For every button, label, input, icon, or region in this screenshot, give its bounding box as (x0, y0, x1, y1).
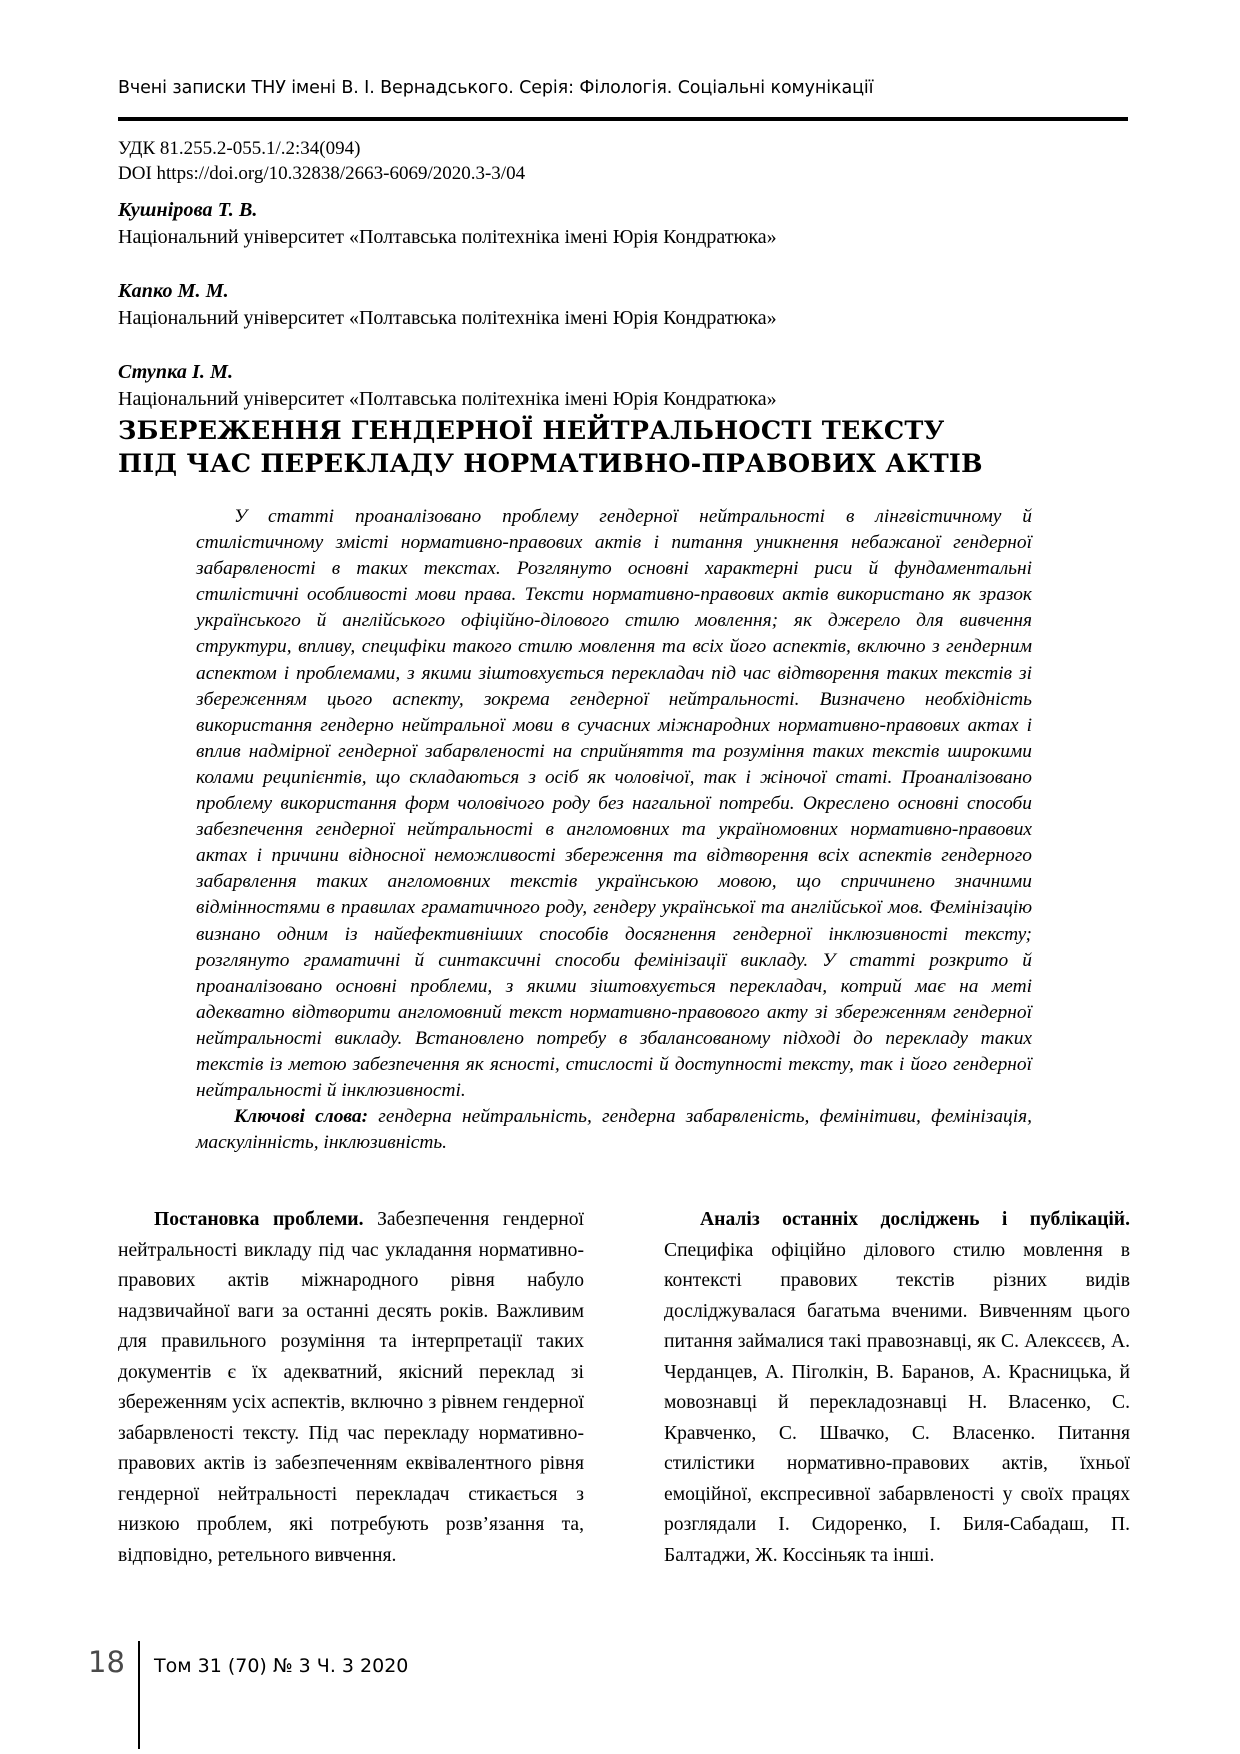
article-title-line-2: ПІД ЧАС ПЕРЕКЛАДУ НОРМАТИВНО-ПРАВОВИХ АКТІВ (118, 449, 983, 479)
author-name: Капко М. М. (118, 280, 229, 302)
article-title-line-1: ЗБЕРЕЖЕННЯ ГЕНДЕРНОЇ НЕЙТРАЛЬНОСТІ ТЕКСТУ (118, 416, 945, 446)
abstract-section (196, 504, 1032, 1156)
body-columns (118, 1205, 1130, 1635)
article-identifiers (118, 136, 818, 186)
doi-link: DOI https://doi.org/10.32838/2663-6069/2020.3-3/04 (118, 163, 526, 184)
keywords-paragraph (196, 1104, 1032, 1156)
page-footer (88, 1645, 1088, 1705)
volume-info: Том 31 (70) № 3 Ч. 3 2020 (154, 1655, 409, 1677)
article-title (118, 415, 1128, 481)
udk-code: УДК 81.255.2-055.1/.2:34(094) (118, 138, 361, 159)
author-entry (118, 278, 1128, 332)
author-name: Кушнірова Т. В. (118, 199, 258, 221)
author-list (118, 197, 1128, 440)
author-affiliation: Національний університет «Полтавська політехніка імені Юрія Кондратюка» (118, 388, 777, 410)
section-problem-statement (118, 1205, 584, 1571)
body-column-right (664, 1205, 1130, 1571)
author-affiliation: Національний університет «Полтавська політехніка імені Юрія Кондратюка» (118, 226, 777, 248)
running-head: Вчені записки ТНУ імені В. І. Вернадського. Серія: Філологія. Соціальні комунікації (118, 78, 874, 98)
section-heading-literature-review: Аналіз останніх досліджень і публікацій. (700, 1209, 1130, 1230)
author-name: Ступка І. М. (118, 361, 234, 383)
section-heading-problem-statement: Постановка проблеми. (154, 1209, 364, 1230)
section-body-problem-statement: Забезпечення гендерної нейтральності викладу під час укладання нормативно-правових актів міжнародного рівня набуло надзвичайної ваги за останні десять років. Важливим для правильного розуміння та інтерпретації таких документів є їх адекватний, якісний переклад зі збереженням усіх аспектів, включно з рівнем гендерної забарвленості тексту. Під час перекладу нормативно-правових актів із забезпеченням еквівалентного рівня гендерної нейтральності перекладач стикається з низкою проблем, які потребують розв’язання та, відповідно, ретельного вивчення. (118, 1209, 585, 1566)
body-column-left (118, 1205, 584, 1571)
author-entry (118, 197, 1128, 251)
footer-divider (138, 1641, 140, 1749)
keywords-list: гендерна нейтральність, гендерна забарвленість, фемінітиви, фемінізація, маскулінність, інклюзивність. (196, 1106, 1032, 1154)
keywords-label: Ключові слова: (234, 1106, 369, 1128)
author-entry (118, 359, 1128, 413)
abstract-text: У статті проаналізовано проблему гендерної нейтральності в лінгвістичному й стилістичному змісті нормативно-правових актів і питання уникнення небажаної гендерної забарвленості в таких текстах. Розглянуто основні характерні риси й фундаментальні стилістичні особливості мови права. Тексти нормативно-правових актів використано як зразок українського й англійського офіційно-ділового стилю мовлення; як джерело для вивчення структури, впливу, специфіки такого стилю мовлення та всіх його аспектів, включно з гендерним аспектом і проблемами, з якими зіштовхується перекладач під час відтворення таких текстів зі збереженням цього аспекту, зокрема гендерної нейтральності. Визначено необхідність використання гендерно нейтральної мови в сучасних міжнародних нормативно-правових актах і вплив надмірної гендерної забарвленості на сприйняття та розуміння таких текстів широкими колами реципієнтів, що складаються з осіб як чоловічої, так і жіночої статі. Проаналізовано проблему використання форм чоловічого роду без нагальної потреби. Окреслено основні способи забезпечення гендерної нейтральності в англомовних та україномовних нормативно-правових актах і причини відносної неможливості збереження та відтворення всіх аспектів гендерного забарвлення таких англомовних текстів українською мовою, що спричинено значними відмінностями в правилах граматичного роду, гендеру української та англійської мов. Фемінізацію визнано одним із найефективніших способів досягнення гендерної інклюзивності тексту; розглянуто граматичні й синтаксичні способи фемінізації викладу. У статті розкрито й проаналізовано основні проблеми, з якими зіштовхується перекладач, котрий має на меті адекватно відтворити англомовний текст нормативно-правового акту зі збереженням гендерної нейтральності викладу. Встановлено потребу в збалансованому підході до перекладу таких текстів із метою забезпечення як ясності, стислості й доступності тексту, так і його гендерної нейтральності й інклюзивності. (196, 506, 1032, 1102)
section-literature-review (664, 1205, 1130, 1571)
header-rule (118, 117, 1128, 121)
page-number: 18 (88, 1645, 125, 1679)
author-affiliation: Національний університет «Полтавська політехніка імені Юрія Кондратюка» (118, 307, 777, 329)
section-body-literature-review: Специфіка офіційно ділового стилю мовлення в контексті правових текстів різних видів досліджувалася багатьма вченими. Вивченням цього питання займалися такі правознавці, як С. Алексєєв, А. Черданцев, А. Піголкін, В. Баранов, А. Красницька, й мовознавці й перекладознавці Н. Власенко, С. Кравченко, С. Швачко, С. Власенко. Питання стилістики нормативно-правових актів, їхньої емоційної, експресивної забарвленості у своїх працях розглядали І. Сидоренко, І. Биля-Сабадаш, П. Балтаджи, Ж. Коссіньяк та інші. (664, 1239, 1130, 1566)
